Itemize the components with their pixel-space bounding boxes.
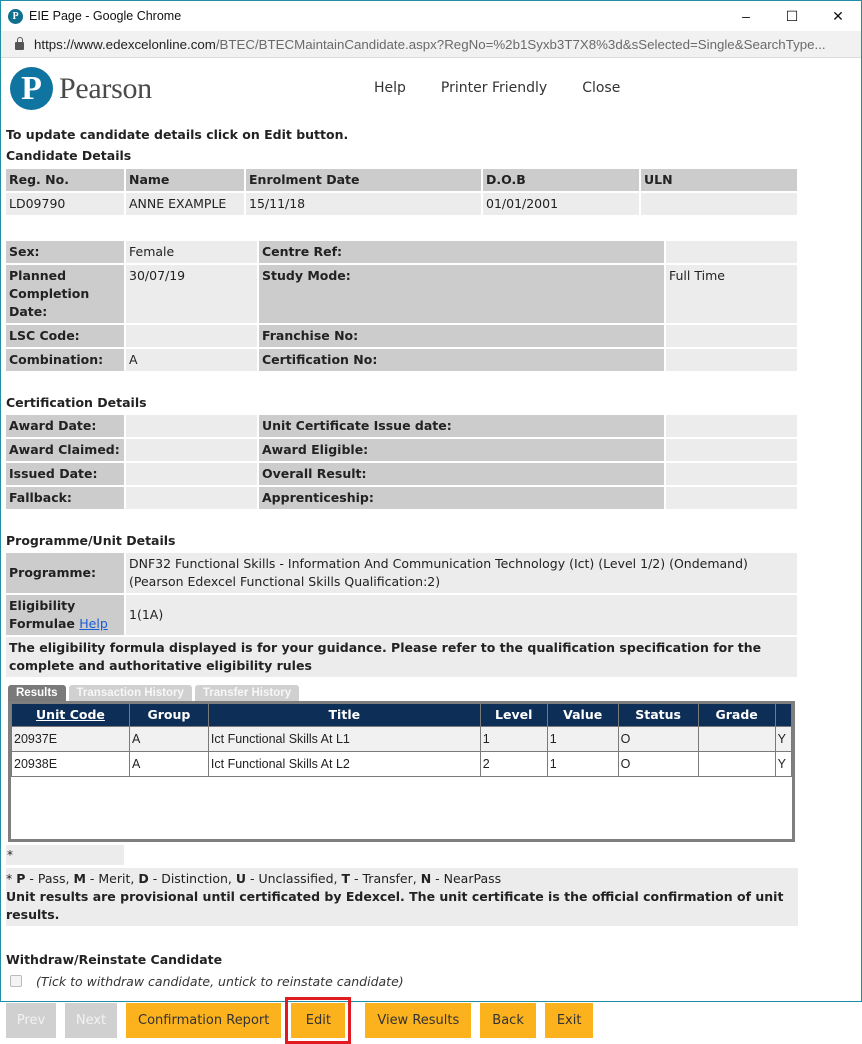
col-title: Title bbox=[208, 704, 480, 726]
nav-close-link[interactable]: Close bbox=[582, 80, 621, 96]
close-window-icon[interactable]: ✕ bbox=[832, 7, 844, 24]
back-button[interactable]: Back bbox=[480, 1003, 536, 1038]
legend-meaning: - Pass, bbox=[25, 871, 74, 886]
col-status: Status bbox=[618, 704, 698, 726]
eligibility-help-link[interactable]: Help bbox=[79, 616, 108, 631]
eligibility-value: 1(1A) bbox=[126, 595, 797, 635]
planned-completion-label: Planned Completion Date: bbox=[6, 265, 124, 323]
certification-no-value bbox=[666, 349, 797, 371]
action-buttons bbox=[6, 997, 858, 1044]
unit-code-cell: 20937E bbox=[12, 726, 130, 751]
award-eligible-value bbox=[666, 439, 797, 461]
grade-cell bbox=[698, 726, 775, 751]
eligibility-label: Eligibility Formulae bbox=[9, 598, 76, 631]
col-dob: D.O.B bbox=[483, 169, 639, 191]
legend-code: U bbox=[235, 871, 247, 886]
nav-help-link[interactable]: Help bbox=[374, 80, 406, 96]
flag-cell: Y bbox=[775, 751, 791, 776]
legend-meaning: - NearPass bbox=[431, 871, 502, 886]
status-cell: O bbox=[618, 726, 698, 751]
window-title: EIE Page - Google Chrome bbox=[29, 9, 182, 23]
page-content bbox=[6, 59, 858, 1044]
intro-text: To update candidate details click on Edit button. bbox=[6, 127, 349, 142]
lsc-code-label: LSC Code: bbox=[6, 325, 124, 347]
nav-printer-friendly-link[interactable]: Printer Friendly bbox=[440, 80, 548, 96]
certification-details-title: Certification Details bbox=[6, 395, 147, 410]
results-table bbox=[11, 704, 792, 777]
col-level: Level bbox=[480, 704, 547, 726]
candidate-details-title: Candidate Details bbox=[6, 148, 132, 163]
grade-legend bbox=[6, 868, 798, 926]
legend-meaning: - Merit, bbox=[85, 871, 139, 886]
award-date-value bbox=[126, 415, 257, 437]
window-controls bbox=[723, 1, 861, 31]
issued-date-label: Issued Date: bbox=[6, 463, 124, 485]
certification-details-table bbox=[4, 413, 799, 511]
combination-label: Combination: bbox=[6, 349, 124, 371]
franchise-no-label: Franchise No: bbox=[259, 325, 664, 347]
unit-code-cell: 20938E bbox=[12, 751, 130, 776]
lock-icon bbox=[15, 42, 24, 50]
dob-value: 01/01/2001 bbox=[483, 193, 639, 215]
study-mode-value: Full Time bbox=[666, 265, 797, 323]
value-cell: 1 bbox=[547, 751, 618, 776]
uln-value bbox=[641, 193, 797, 215]
programme-row bbox=[6, 553, 797, 593]
tab-transfer-history[interactable]: Transfer History bbox=[195, 685, 299, 701]
study-mode-label: Study Mode: bbox=[259, 265, 664, 323]
programme-label: Programme: bbox=[6, 553, 124, 593]
address-bar[interactable] bbox=[1, 31, 861, 58]
centre-ref-value bbox=[666, 241, 797, 263]
combination-value: A bbox=[126, 349, 257, 371]
url-text[interactable] bbox=[34, 37, 826, 52]
url-host: https://www.edexcelonline.com bbox=[34, 36, 216, 52]
status-cell: O bbox=[618, 751, 698, 776]
candidate-details-value-row bbox=[6, 193, 797, 215]
withdraw-checkbox[interactable] bbox=[10, 975, 22, 987]
table-row[interactable] bbox=[12, 751, 792, 776]
url-path: /BTEC/BTECMaintainCandidate.aspx?RegNo=%2b1Syxb3T7X8%3d&sSelected=Single&SearchType... bbox=[215, 36, 826, 52]
pearson-app-icon: P bbox=[8, 9, 23, 24]
award-claimed-value bbox=[126, 439, 257, 461]
tab-transaction-history[interactable]: Transaction History bbox=[69, 685, 192, 701]
unit-cert-issue-date-label: Unit Certificate Issue date: bbox=[259, 415, 664, 437]
details-row bbox=[6, 463, 797, 485]
legend-code: N bbox=[420, 871, 432, 886]
certification-no-label: Certification No: bbox=[259, 349, 664, 371]
star-note: * bbox=[6, 845, 124, 865]
view-results-button[interactable]: View Results bbox=[365, 1003, 471, 1038]
next-button[interactable]: Next bbox=[65, 1003, 117, 1038]
top-nav bbox=[374, 80, 655, 96]
results-tabs bbox=[8, 685, 858, 701]
withdraw-title: Withdraw/Reinstate Candidate bbox=[6, 952, 223, 967]
group-cell: A bbox=[129, 726, 208, 751]
programme-details-title: Programme/Unit Details bbox=[6, 533, 176, 548]
name-value: ANNE EXAMPLE bbox=[126, 193, 244, 215]
title-cell: Ict Functional Skills At L1 bbox=[208, 726, 480, 751]
legend-code: P bbox=[16, 871, 26, 886]
results-panel bbox=[8, 701, 795, 842]
programme-details-table bbox=[4, 551, 799, 679]
overall-result-label: Overall Result: bbox=[259, 463, 664, 485]
page-header bbox=[6, 59, 858, 127]
col-group: Group bbox=[129, 704, 208, 726]
prev-button[interactable]: Prev bbox=[6, 1003, 56, 1038]
legend-meaning: - Distinction, bbox=[148, 871, 236, 886]
tab-results[interactable]: Results bbox=[8, 685, 66, 701]
confirmation-report-button[interactable]: Confirmation Report bbox=[126, 1003, 281, 1038]
eligibility-guidance-text: The eligibility formula displayed is for your guidance. Please refer to the qualification specification for the complete and authoritative eligibility rules bbox=[6, 637, 797, 677]
fallback-label: Fallback: bbox=[6, 487, 124, 509]
level-cell: 1 bbox=[480, 726, 547, 751]
unit-code-sort-link[interactable]: Unit Code bbox=[36, 706, 105, 722]
edit-button[interactable]: Edit bbox=[291, 1003, 345, 1038]
withdraw-row bbox=[6, 972, 858, 990]
legend-code: T bbox=[341, 871, 351, 886]
award-eligible-label: Award Eligible: bbox=[259, 439, 664, 461]
details-row bbox=[6, 487, 797, 509]
maximize-icon[interactable]: ☐ bbox=[785, 7, 799, 24]
legend-prefix: * bbox=[6, 871, 17, 886]
franchise-no-value bbox=[666, 325, 797, 347]
group-cell: A bbox=[129, 751, 208, 776]
col-flag bbox=[775, 704, 791, 726]
candidate-details-table bbox=[4, 167, 799, 217]
col-value: Value bbox=[547, 704, 618, 726]
title-bar bbox=[1, 1, 861, 31]
col-uln: ULN bbox=[641, 169, 797, 191]
col-grade: Grade bbox=[698, 704, 775, 726]
centre-ref-label: Centre Ref: bbox=[259, 241, 664, 263]
award-claimed-label: Award Claimed: bbox=[6, 439, 124, 461]
personal-details-table bbox=[4, 239, 799, 373]
details-row bbox=[6, 265, 797, 323]
details-row bbox=[6, 241, 797, 263]
apprenticeship-label: Apprenticeship: bbox=[259, 487, 664, 509]
fallback-value bbox=[126, 487, 257, 509]
pearson-logo-icon: P bbox=[10, 67, 53, 110]
edit-highlight-box bbox=[285, 997, 351, 1044]
apprenticeship-value bbox=[666, 487, 797, 509]
award-date-label: Award Date: bbox=[6, 415, 124, 437]
exit-button[interactable]: Exit bbox=[545, 1003, 594, 1038]
issued-date-value bbox=[126, 463, 257, 485]
programme-value: DNF32 Functional Skills - Information And Communication Technology (Ict) (Level 1/2) (Ondemand) (Pearson Edexcel Functional Skills Qualification:2) bbox=[126, 553, 797, 593]
guidance-row bbox=[6, 637, 797, 677]
col-name: Name bbox=[126, 169, 244, 191]
flag-cell: Y bbox=[775, 726, 791, 751]
planned-completion-value: 30/07/19 bbox=[126, 265, 257, 323]
eligibility-row bbox=[6, 595, 797, 635]
sex-value: Female bbox=[126, 241, 257, 263]
pearson-logo[interactable] bbox=[10, 67, 152, 110]
details-row bbox=[6, 349, 797, 371]
results-header-row bbox=[12, 704, 792, 726]
legend-code: D bbox=[138, 871, 149, 886]
sex-label: Sex: bbox=[6, 241, 124, 263]
reg-no-value: LD09790 bbox=[6, 193, 124, 215]
pearson-logo-text: Pearson bbox=[59, 71, 152, 105]
minimize-icon[interactable]: – bbox=[742, 8, 750, 24]
level-cell: 2 bbox=[480, 751, 547, 776]
table-row[interactable] bbox=[12, 726, 792, 751]
grade-cell bbox=[698, 751, 775, 776]
unit-cert-issue-date-value bbox=[666, 415, 797, 437]
col-enrolment-date: Enrolment Date bbox=[246, 169, 481, 191]
overall-result-value bbox=[666, 463, 797, 485]
lsc-code-value bbox=[126, 325, 257, 347]
grade-legend-line bbox=[6, 870, 798, 888]
candidate-details-header-row bbox=[6, 169, 797, 191]
legend-code: M bbox=[73, 871, 86, 886]
value-cell: 1 bbox=[547, 726, 618, 751]
details-row bbox=[6, 439, 797, 461]
details-row bbox=[6, 415, 797, 437]
col-unit-code[interactable] bbox=[12, 704, 130, 726]
provisional-note: Unit results are provisional until certificated by Edexcel. The unit certificate is the official confirmation of unit results. bbox=[6, 889, 784, 922]
eligibility-label-cell bbox=[6, 595, 124, 635]
details-row bbox=[6, 325, 797, 347]
withdraw-hint: (Tick to withdraw candidate, untick to reinstate candidate) bbox=[36, 973, 404, 989]
title-cell: Ict Functional Skills At L2 bbox=[208, 751, 480, 776]
enrolment-date-value: 15/11/18 bbox=[246, 193, 481, 215]
legend-meaning: - Transfer, bbox=[350, 871, 421, 886]
legend-meaning: - Unclassified, bbox=[246, 871, 342, 886]
col-reg-no: Reg. No. bbox=[6, 169, 124, 191]
